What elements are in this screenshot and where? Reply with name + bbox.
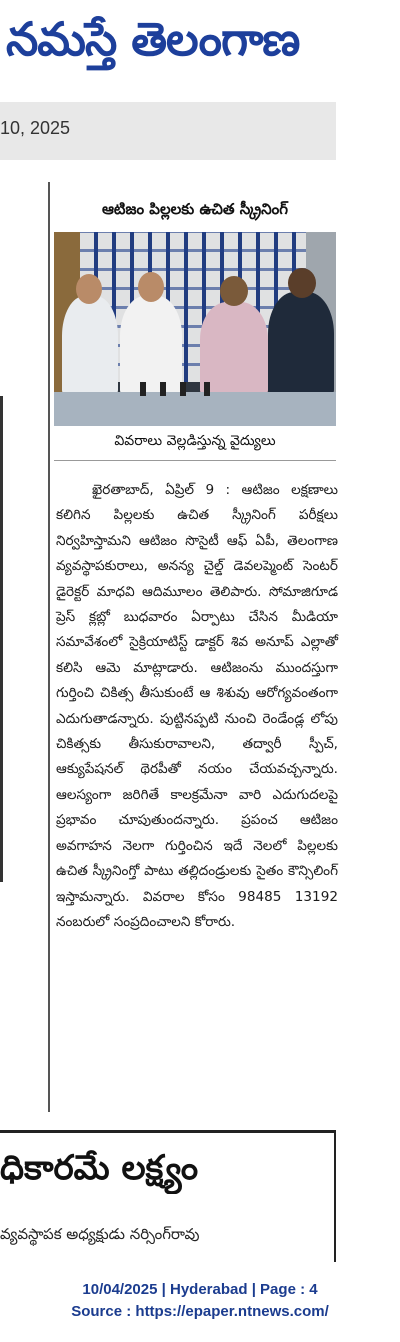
- issue-date: 10, 2025: [0, 118, 71, 138]
- newspaper-title: నమస్తే తెలంగాణ: [6, 12, 300, 66]
- next-article-subheadline: వ్యవస్థాపక అధ్యక్షుడు నర్సింగ్‌రావు: [0, 1225, 200, 1243]
- date-bar: [0, 102, 336, 160]
- next-article-headline: ధికారమే లక్ష్యం: [0, 1148, 199, 1188]
- column-divider-left: [0, 396, 3, 882]
- masthead: [0, 0, 400, 78]
- photo-caption: వివరాలు వెల్లడిస్తున్న వైద్యులు: [114, 433, 276, 449]
- article-headline: ఆటిజం పిల్లలకు ఉచిత స్క్రీనింగ్: [101, 200, 289, 218]
- article-body-paragraph: ఖైరతాబాద్, ఏప్రిల్ 9 : ఆటిజం లక్షణాలు కలిగిన పిల్లలకు ఉచిత స్క్రీనింగ్ పరీక్షలు నిర్వహిస్తామని ఆటిజం సొసైటీ ఆఫ్ ఏపీ, తెలంగాణ వ్యవస్థాపకురాలు, అనన్య చైల్డ్ డెవలప్మెంట్ సెంటర్ డైరెక్టర్ మాధవి ఆదిమూలం తెలిపారు. సోమాజిగూడ ప్రెస్ క్లబ్లో బుధవారం ఏర్పాటు చేసిన మీడియా సమావేశంలో సైక్రియాటిస్ట్ డాక్టర్ శివ అనూప్ ఎల్లాతో కలిసి ఆమె మాట్లాడారు. ఆటిజంను ముందస్తుగా గుర్తించి చికిత్స తీసుకుంటే ఆ శిశువు ఆరోగ్యవంతంగా ఎదుగుతాడన్నారు. పుట్టినప్పటి నుంచి రెండేండ్ల లోపు చికిత్సకు తీసుకురావాలని, తద్వారీ స్పీచ్, ఆక్యుపేషనల్ థెరపీతో నయం చేయవచ్చన్నారు. ఆలస్యంగా జరిగితే కాలక్రమేనా వారి ఎదుగుదలపై ప్రభావం చూపుతుందన్నారు. ప్రపంచ ఆటిజం అవగాహన నెలగా గుర్తించిన ఇదే నెలలో పిల్లలకు ఉచిత స్క్రీనింగ్తో పాటు తల్లిదండ్రులకు సైతం కౌన్సిలింగ్ ఇస్తామన్నారు. వివరాల కోసం 98485 13192 నంబరులో సంప్రదించాలని కోరారు.: [56, 482, 338, 930]
- next-article-right-rule: [334, 1130, 336, 1262]
- caption-divider: [54, 460, 336, 461]
- footer-source: Source : https://epaper.ntnews.com/: [71, 1303, 329, 1320]
- article-body: [56, 478, 338, 935]
- article-photo: [54, 232, 336, 426]
- article-divider: [48, 182, 50, 1112]
- next-article-top-rule: [0, 1130, 336, 1133]
- footer-edition-info: 10/04/2025 | Hyderabad | Page : 4: [82, 1281, 318, 1298]
